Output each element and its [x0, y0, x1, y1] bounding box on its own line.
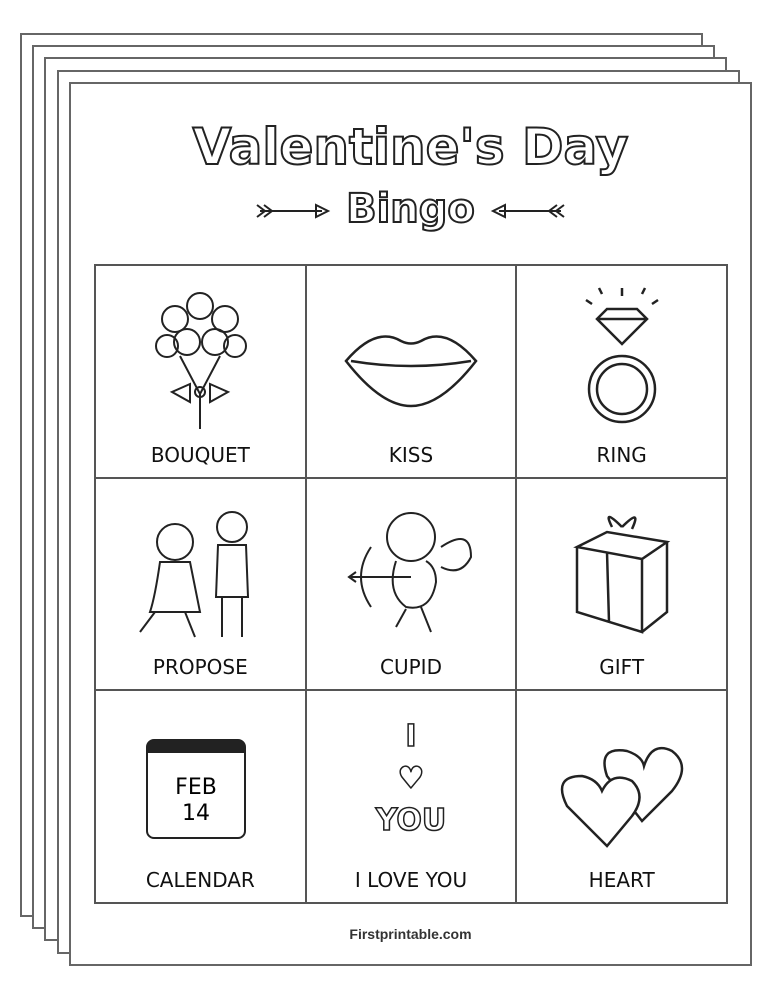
ring-icon: [572, 284, 672, 434]
cell-label: PROPOSE: [152, 655, 248, 680]
cell-label: BOUQUET: [150, 442, 250, 467]
cell-label: CUPID: [380, 655, 442, 680]
calendar-icon: [146, 739, 246, 839]
subtitle: Bingo: [346, 186, 475, 232]
bingo-cell-i-love-you[interactable]: [306, 690, 517, 903]
bingo-cell-ring[interactable]: [516, 265, 727, 478]
arrow-right-icon: [252, 201, 332, 221]
cell-label: I LOVE YOU: [354, 868, 468, 892]
bingo-grid: [94, 264, 728, 904]
gift-icon: [567, 497, 677, 647]
heart-icon: ♥: [397, 761, 425, 797]
arrow-left-icon: [489, 201, 569, 221]
i-love-you-icon: [307, 716, 516, 842]
subtitle-row: [69, 186, 752, 232]
bouquet-icon: [145, 284, 255, 434]
page-title: Valentine's Day: [192, 118, 629, 176]
couple-icon: [130, 497, 270, 647]
hearts-icon: [552, 721, 692, 871]
calendar-day: 14: [182, 801, 210, 827]
calendar-month: FEB: [175, 775, 217, 801]
bingo-cell-gift[interactable]: [516, 478, 727, 691]
cell-label: RING: [596, 442, 647, 467]
text-i: I: [405, 719, 417, 755]
cell-label: HEART: [588, 868, 655, 892]
bingo-cell-propose[interactable]: [95, 478, 306, 691]
text-you: YOU: [375, 803, 447, 839]
bingo-cell-kiss[interactable]: [306, 265, 517, 478]
cell-label: CALENDAR: [145, 868, 255, 892]
cupid-icon: [341, 497, 481, 647]
bingo-cell-heart[interactable]: [516, 690, 727, 903]
footer-brand: Firstprintable.com: [349, 926, 472, 942]
cell-label: KISS: [388, 442, 434, 467]
cell-label: GIFT: [599, 655, 645, 680]
bingo-cell-calendar[interactable]: [95, 690, 306, 903]
bingo-cell-cupid[interactable]: [306, 478, 517, 691]
bingo-cell-bouquet[interactable]: [95, 265, 306, 478]
